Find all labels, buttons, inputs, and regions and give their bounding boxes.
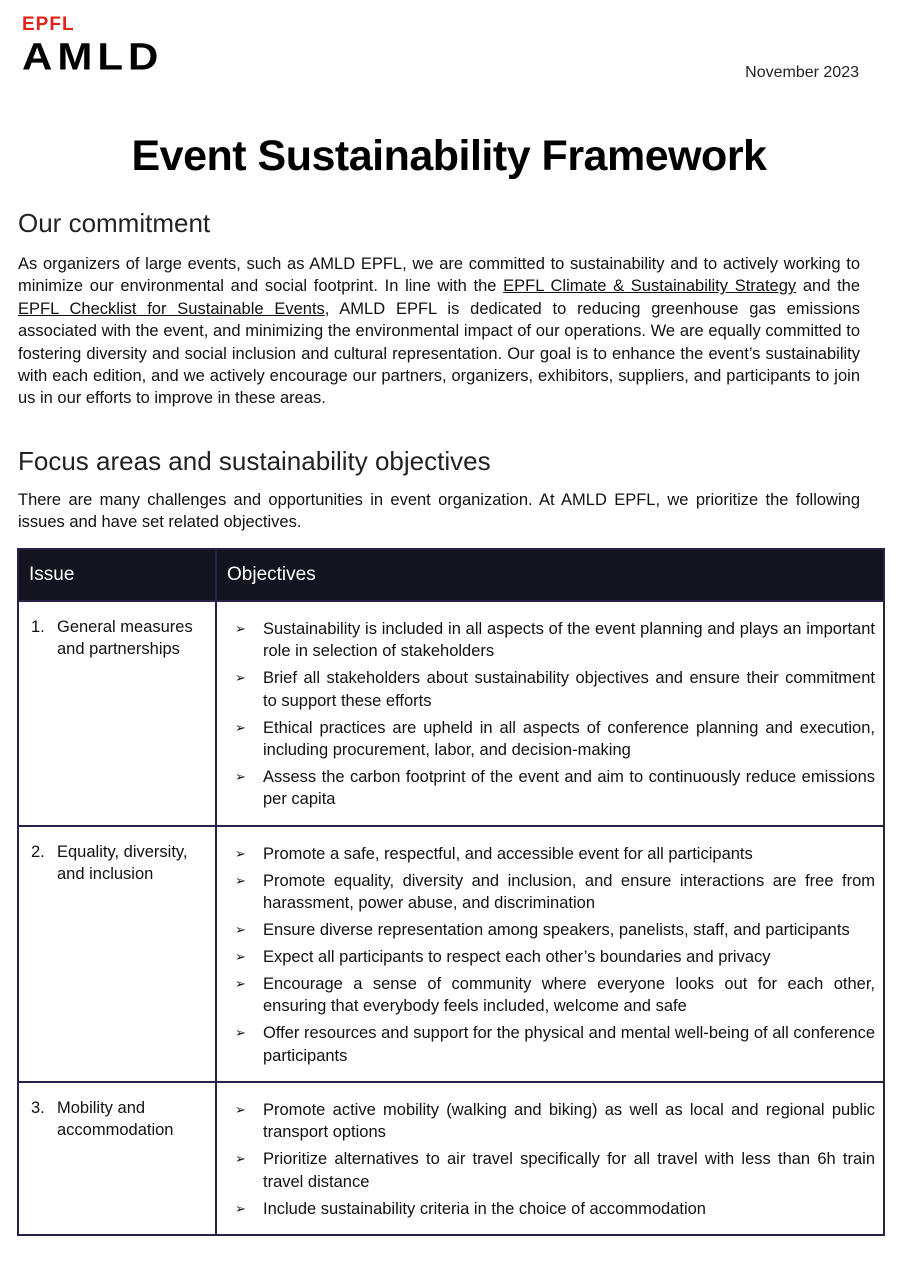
table-header-row bbox=[18, 549, 884, 601]
amld-epfl-logo bbox=[22, 14, 163, 80]
column-header-objectives: Objectives bbox=[216, 549, 884, 601]
objective-item bbox=[235, 1198, 875, 1220]
objective-text: Encourage a sense of community where everyone looks out for each other, ensuring that everybody feels included, welcome and safe bbox=[263, 974, 875, 1016]
arrow-bullet-icon: ➢ bbox=[235, 621, 246, 636]
objective-text: Brief all stakeholders about sustainability objectives and ensure their commitment to support these efforts bbox=[263, 669, 875, 710]
objective-item bbox=[235, 717, 875, 762]
arrow-bullet-icon: ➢ bbox=[235, 1025, 246, 1041]
objective-text: Promote equality, diversity and inclusion, and ensure interactions are free from harassment, power abuse, and discrimination bbox=[263, 871, 875, 913]
objectives-table bbox=[17, 548, 885, 1236]
issue-label: Mobility and accommodation bbox=[57, 1098, 174, 1140]
focus-intro-paragraph: There are many challenges and opportunities in event organization. At AMLD EPFL, we prioritize the following issues and have set related objectives. bbox=[18, 491, 860, 532]
objective-text: Offer resources and support for the physical and mental well-being of all conference participants bbox=[263, 1024, 875, 1065]
issue-cell bbox=[18, 826, 216, 1082]
issue-cell bbox=[18, 1082, 216, 1235]
link-sustainable-events-checklist[interactable]: EPFL Checklist for Sustainable Events bbox=[18, 299, 325, 318]
arrow-bullet-icon: ➢ bbox=[235, 845, 246, 861]
column-header-issue: Issue bbox=[18, 549, 216, 601]
arrow-bullet-icon: ➢ bbox=[235, 975, 246, 991]
objectives-list bbox=[235, 843, 875, 1067]
objective-item bbox=[235, 870, 875, 915]
issue-number: 3. bbox=[31, 1098, 45, 1117]
objective-text: Expect all participants to respect each other’s boundaries and privacy bbox=[263, 947, 771, 966]
arrow-bullet-icon: ➢ bbox=[235, 1200, 246, 1216]
page-title: Event Sustainability Framework bbox=[131, 132, 767, 180]
document-date: November 2023 bbox=[745, 64, 859, 81]
logo-amld-text: AMLD bbox=[22, 35, 164, 78]
objective-text: Prioritize alternatives to air travel specifically for all travel with less than 6h train travel distance bbox=[263, 1150, 875, 1191]
arrow-bullet-icon: ➢ bbox=[235, 670, 246, 686]
objective-item bbox=[235, 667, 875, 712]
objective-item bbox=[235, 973, 875, 1018]
objective-item bbox=[235, 843, 875, 865]
objective-item bbox=[235, 1148, 875, 1193]
issue-number: 2. bbox=[31, 842, 45, 861]
objectives-cell bbox=[216, 601, 884, 826]
objective-item bbox=[235, 919, 875, 941]
objective-text: Ensure diverse representation among speakers, panelists, staff, and participants bbox=[263, 920, 850, 939]
issue-cell bbox=[18, 601, 216, 826]
issue-label: Equality, diversity, and inclusion bbox=[57, 842, 188, 884]
commitment-text-2: and the bbox=[796, 277, 861, 296]
objective-item bbox=[235, 766, 875, 811]
objective-item bbox=[235, 1022, 875, 1067]
objective-text: Ethical practices are upheld in all aspects of conference planning and execution, including procurement, labor, and decision-making bbox=[263, 718, 875, 760]
objective-item bbox=[235, 1099, 875, 1144]
arrow-bullet-icon: ➢ bbox=[235, 719, 246, 735]
commitment-text-1: As organizers of large events, such as AMLD EPFL, we are committed to sustainability and to actively working to minimize our environmental and social footprint. In line with the bbox=[18, 255, 860, 296]
objective-text: Sustainability is included in all aspects of the event planning and plays an important role in selection of stakeholders bbox=[263, 620, 875, 661]
objectives-cell bbox=[216, 1082, 884, 1235]
link-climate-strategy[interactable]: EPFL Climate & Sustainability Strategy bbox=[503, 277, 797, 296]
objectives-list bbox=[235, 1099, 875, 1220]
objective-text: Promote a safe, respectful, and accessible event for all participants bbox=[263, 844, 753, 863]
commitment-text-3: , AMLD EPFL is dedicated to reducing greenhouse gas emissions associated with the event, and minimizing the environmental impact of our operations. We are equally committed to fostering diversity and social inclusion and cultural representation. Our goal is to enhance the event’s sustainability with each edition, and we actively encourage our partners, organizers, exhibitors, suppliers, and participants to join us in our efforts to improve in these areas. bbox=[18, 299, 860, 408]
arrow-bullet-icon: ➢ bbox=[235, 948, 246, 964]
section-heading-focus: Focus areas and sustainability objectives bbox=[18, 446, 491, 476]
logo-epfl-text: EPFL bbox=[22, 14, 75, 35]
objective-item bbox=[235, 618, 875, 663]
objective-text: Assess the carbon footprint of the event and aim to continuously reduce emissions per capita bbox=[263, 767, 875, 809]
objective-item bbox=[235, 946, 875, 968]
objective-text: Include sustainability criteria in the choice of accommodation bbox=[263, 1199, 706, 1218]
issue-number: 1. bbox=[31, 618, 45, 636]
arrow-bullet-icon: ➢ bbox=[235, 1151, 246, 1167]
arrow-bullet-icon: ➢ bbox=[235, 921, 246, 937]
arrow-bullet-icon: ➢ bbox=[235, 1101, 246, 1117]
issue-label: General measures and partnerships bbox=[57, 618, 193, 659]
arrow-bullet-icon: ➢ bbox=[235, 872, 246, 888]
objectives-cell bbox=[216, 826, 884, 1082]
table-body bbox=[18, 601, 884, 1235]
table-row bbox=[18, 601, 884, 826]
table-row bbox=[18, 1082, 884, 1235]
section-heading-commitment: Our commitment bbox=[18, 208, 211, 238]
table-row bbox=[18, 826, 884, 1082]
objectives-list bbox=[235, 618, 875, 811]
arrow-bullet-icon: ➢ bbox=[235, 768, 246, 784]
objective-text: Promote active mobility (walking and biking) as well as local and regional public transport options bbox=[263, 1100, 875, 1142]
commitment-paragraph bbox=[18, 253, 860, 410]
